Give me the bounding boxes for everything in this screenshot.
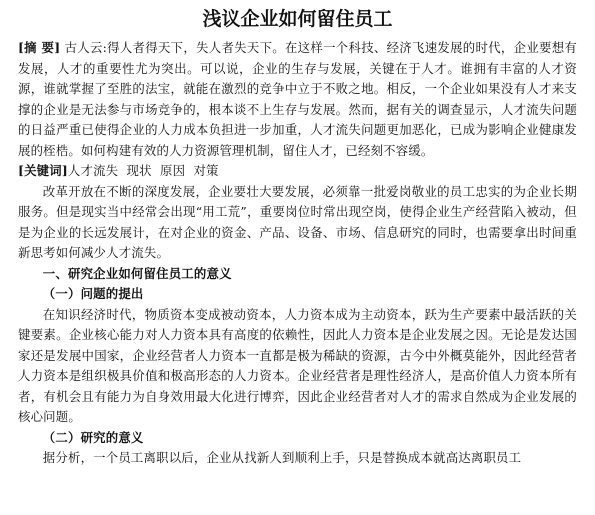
abstract-text: 古人云:得人者得天下，失人者失天下。在这样一个科技、经济飞速发展的时代，企业要想有发展，人才的重要性尤为突出。可以说，企业的生存与发展，关键在于人才。谁拥有丰富的人才资源，谁就掌握了至胜的法宝，就能在激烈的竞争中立于不败之地。相反，一个企业如果没有人才来支撑的企业是无法参与市场竞争的，根本谈不上生存与发展。然而，据有关的调查显示，人才流失问题的日益严重已使得企业的人力成本负担进一步加重，人才流失问题更加恶化，已成为影响企业健康发展的桎梏。如何构建有效的人力资源管理机制，留住人才，已经刻不容缓。 [18, 40, 578, 158]
subsection-heading-1: （一）问题的提出 [42, 286, 144, 301]
subsection-2-paragraph: 据分析，一个员工离职以后，企业从找新人到顺利上手，只是替换成本就高达离职员工 [42, 450, 522, 465]
document-body [0, 32, 595, 469]
abstract-label: [摘 要] [18, 40, 61, 55]
abstract-paragraph [18, 38, 577, 161]
keywords-paragraph [18, 161, 577, 182]
subsection-1-paragraph: 在知识经济时代，物质资本变成被动资本，人力资本成为主动资本，跃为生产要素中最活跃的关键要素。企业核心能力对人力资本具有高度的依赖性，因此人力资本是企业发展之因。无论是发达国家还是发展中国家，企业经营者人力资本一直都是极为稀缺的资源，古今中外概莫能外，因此经营者人力资本是组织极具价值和极高形态的人力资本。企业经营者是理性经济人，是高价值人力资本所有者，有机会且有能力为自身效用最大化进行博弈，因此企业经营者对人才的需求自然成为企业发展的核心问题。 [18, 306, 577, 424]
document-title: 浅议企业如何留住员工 [202, 8, 393, 30]
intro-paragraph: 改革开放在不断的深度发展，企业要壮大要发展，必须靠一批爱岗敬业的员工忠实的为企业长期服务。但是现实当中经常会出现“用工荒”，重要岗位时常出现空岗，使得企业生产经营陷入被动，但是为企业的长远发展计，在对企业的资金、产品、设备、市场、信息研究的同时，也需要拿出时间重新思考如何减少人才流失。 [18, 183, 577, 260]
subsection-heading-2: （二）研究的意义 [42, 429, 144, 445]
section-heading: 一、研究企业如何留住员工的意义 [42, 265, 232, 281]
keywords-label: [关键词] [18, 163, 68, 178]
keywords-text: 人才流失 现状 原因 对策 [67, 163, 219, 178]
